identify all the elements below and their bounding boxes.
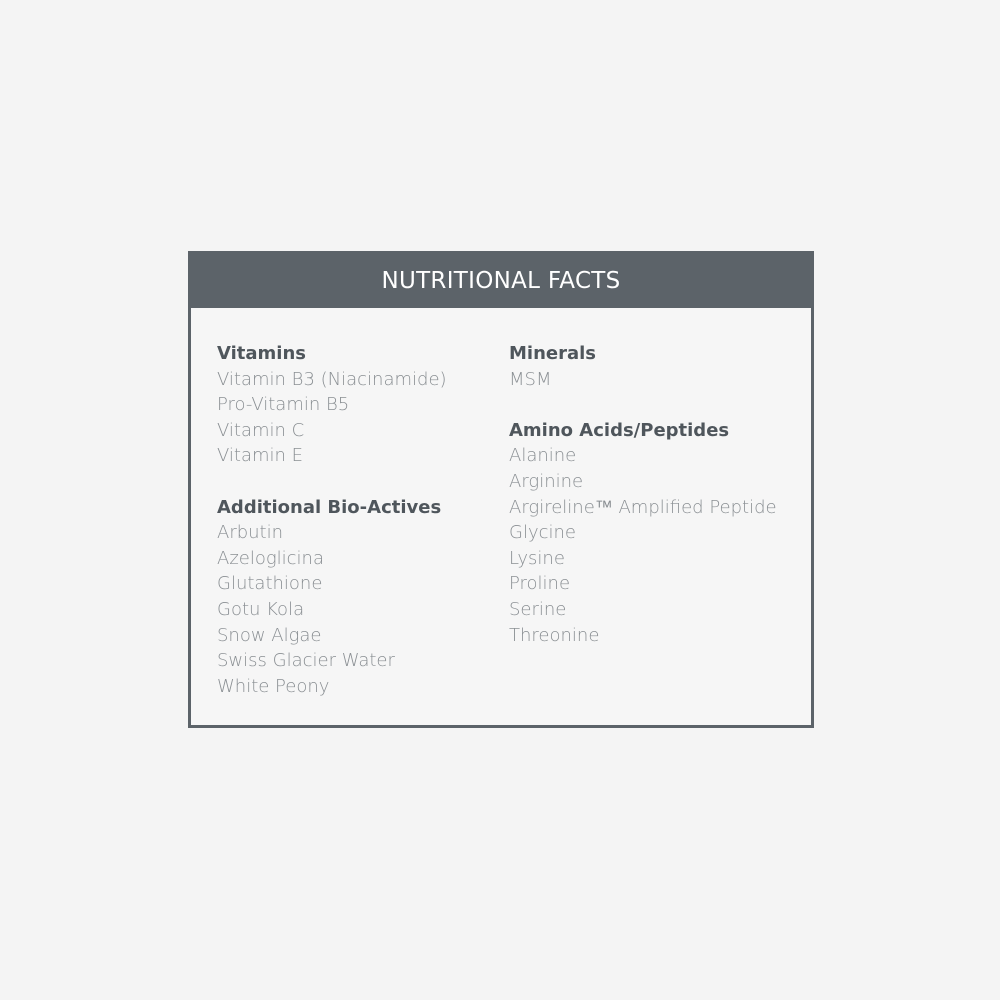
section-minerals xyxy=(509,341,777,392)
ingredient-item: Lysine xyxy=(509,547,565,569)
ingredient-item: White Peony xyxy=(217,675,330,697)
panel-header xyxy=(191,254,811,308)
ingredient-item: Threonine xyxy=(509,624,600,646)
ingredient-item: Azeloglicina xyxy=(217,547,324,569)
section-heading: Additional Bio-Actives xyxy=(217,496,442,518)
nutritional-facts-panel xyxy=(188,251,814,728)
section-heading: Vitamins xyxy=(217,343,306,364)
ingredient-item: Pro-Vitamin B5 xyxy=(217,394,350,416)
section-vitamins xyxy=(217,341,447,469)
ingredient-item: Serine xyxy=(509,598,567,620)
ingredient-item: Alanine xyxy=(509,445,577,467)
ingredient-item: Swiss Glacier Water xyxy=(217,650,395,672)
right-column xyxy=(509,341,777,648)
ingredient-list xyxy=(217,520,447,699)
section-amino-acids-peptides xyxy=(509,418,777,648)
ingredient-item: Arginine xyxy=(509,470,584,492)
ingredient-item: Proline xyxy=(509,573,571,595)
ingredient-item: Gotu Kola xyxy=(217,598,305,620)
ingredient-list xyxy=(509,443,777,648)
ingredient-item: Snow Algae xyxy=(217,624,322,646)
section-additional-bio-actives xyxy=(217,495,447,700)
ingredient-item: Glycine xyxy=(509,522,576,544)
ingredient-list xyxy=(217,367,447,469)
panel-title: NUTRITIONAL FACTS xyxy=(381,268,621,294)
ingredient-item: Argireline™ Amplified Peptide xyxy=(509,496,777,518)
ingredient-item: Arbutin xyxy=(217,522,284,544)
ingredient-item: Vitamin B3 (Niacinamide) xyxy=(217,368,447,390)
ingredient-item: Vitamin C xyxy=(217,419,305,441)
left-column xyxy=(217,341,447,699)
section-heading: Minerals xyxy=(509,343,597,364)
section-heading: Amino Acids/Peptides xyxy=(509,419,730,441)
ingredient-item: Glutathione xyxy=(217,573,323,595)
ingredient-item: MSM xyxy=(509,368,552,390)
ingredient-item: Vitamin E xyxy=(217,445,304,467)
ingredient-list xyxy=(509,367,777,393)
